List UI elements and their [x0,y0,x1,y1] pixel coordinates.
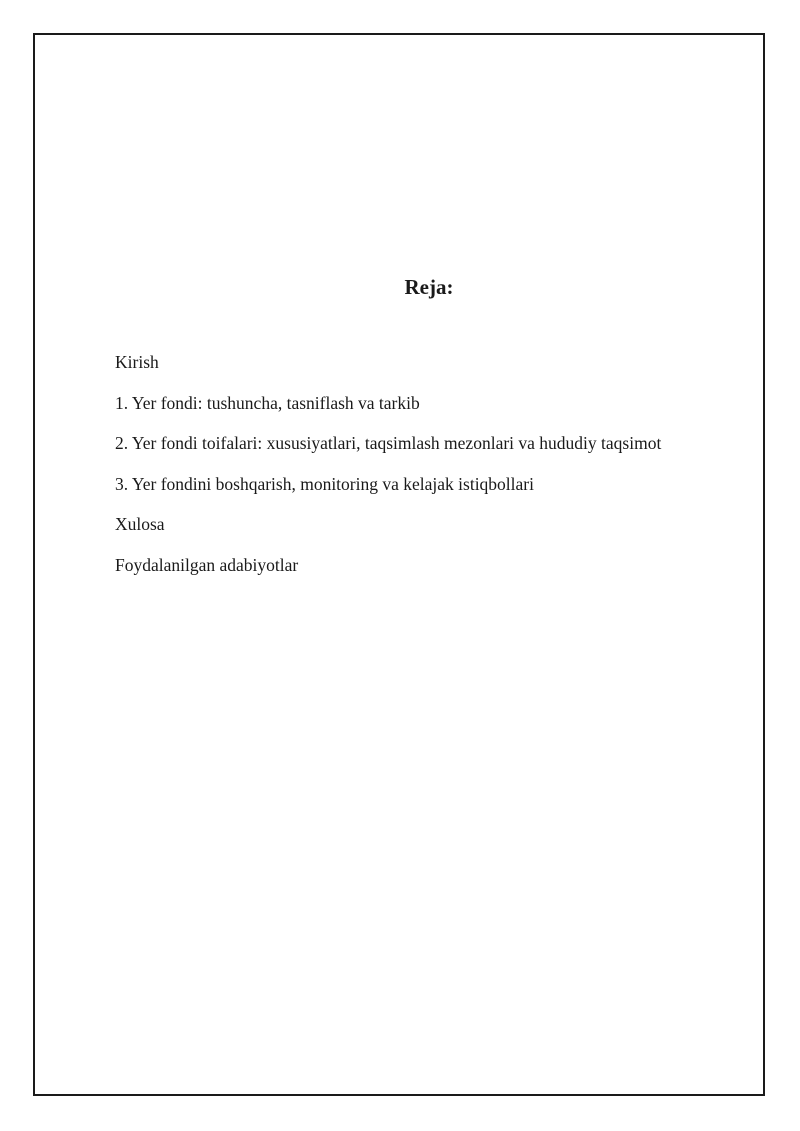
table-of-contents [115,351,661,594]
toc-item-references: Foydalanilgan adabiyotlar [115,554,299,575]
toc-item-chapter-3: 3. Yer fondini boshqarish, monitoring va kelajak istiqbollari [115,473,534,494]
toc-item-conclusion: Xulosa [115,514,165,534]
toc-item-chapter-1: 1. Yer fondi: tushuncha, tasniflash va tarkib [115,392,420,413]
toc-item-chapter-2: 2. Yer fondi toifalari: xususiyatlari, taqsimlash mezonlari va hududiy taqsimot [115,433,662,453]
page-title: Reja: [404,275,454,299]
toc-item-introduction: Kirish [115,352,159,372]
